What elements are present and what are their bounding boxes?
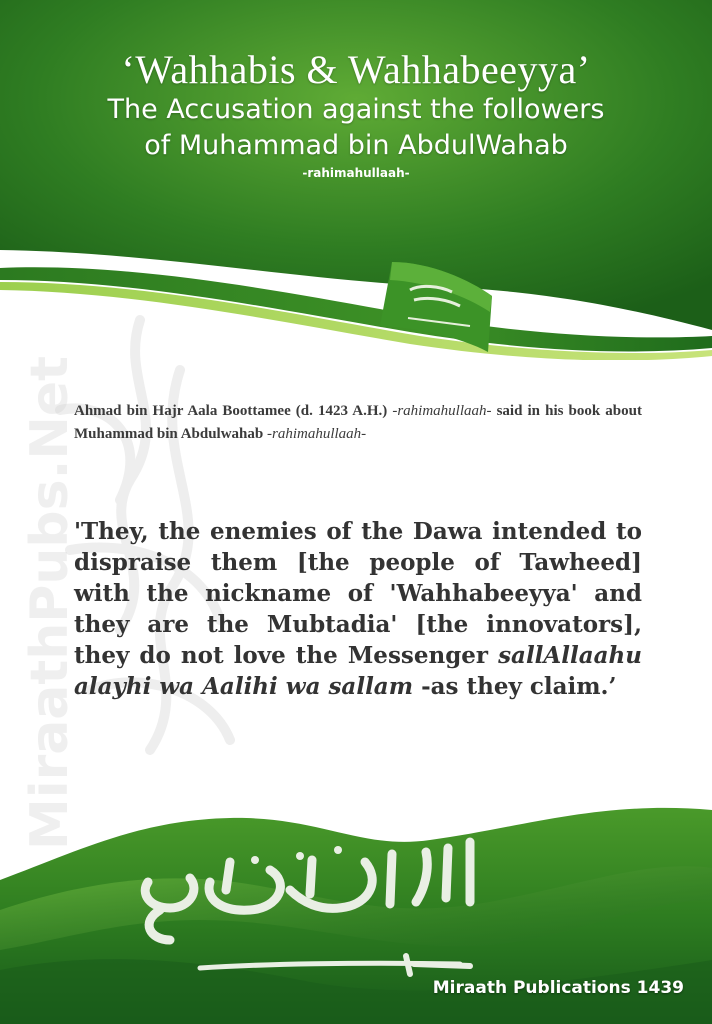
publisher-footer: Miraath Publications 1439 [432,978,684,998]
intro-text-1: Ahmad bin Hajr Aala Boottamee (d. 1423 A.H.) [74,403,393,419]
quote-salutation: sallAllaahu alayhi wa Aalihi wa sallam [74,642,642,700]
honorific: -rahimahullaah- [302,166,410,180]
watermark-text: MiraathPubs.Net [20,356,80,850]
intro-honorific-1: -rahimahullaah- [392,403,492,419]
subtitle-line-2: of Muhammad bin AbdulWahab [144,130,568,161]
header-title-block [0,48,712,180]
quote-text-2: -as they claim.’ [413,673,617,700]
quote-text-1: 'They, the enemies of the Dawa intended to dispraise them [the people of Tawheed] with the nickname of 'Wahhabeeyya' and they are the Mubtadia' [the innovators], they do not love the Messenger [74,518,642,669]
intro-text-2: said in his book about Muhammad bin Abdulwahab [74,403,642,442]
intro-honorific-2: -rahimahullaah- [267,426,367,442]
intro-paragraph [74,400,642,446]
main-title: ‘Wahhabis & Wahhabeeyya’ [121,47,591,92]
quote-paragraph [74,516,642,702]
subtitle-line-1: The Accusation against the followers [107,94,605,125]
